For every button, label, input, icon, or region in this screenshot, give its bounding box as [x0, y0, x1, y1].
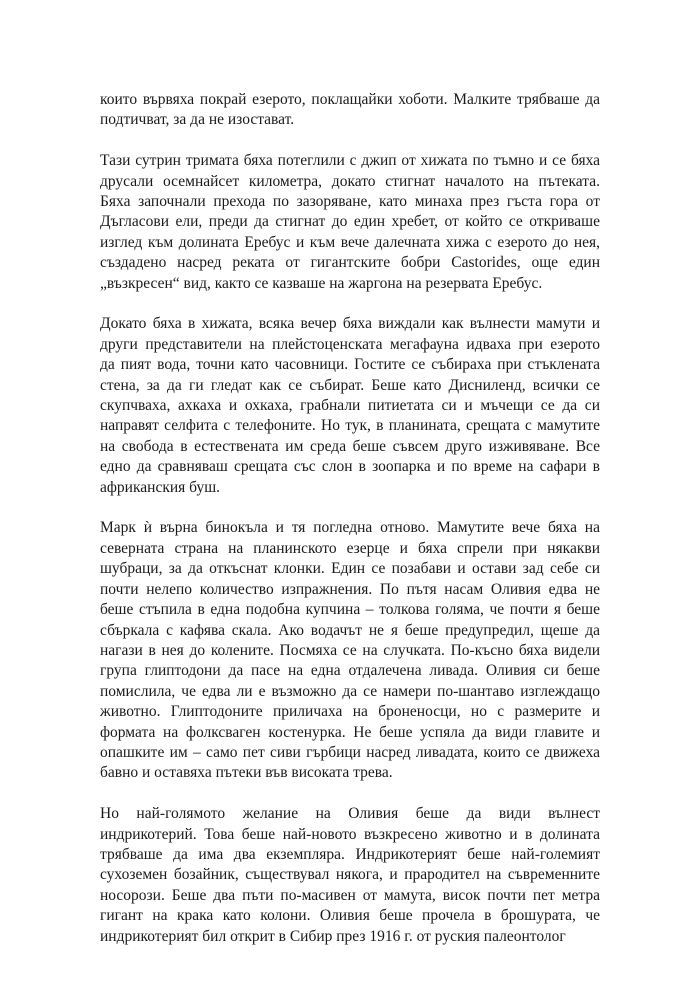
- text-line: беше стъпила в една подобна купчина – толкова голяма, че почти я беше: [100, 601, 600, 619]
- text-line: почти нелепо количество изпражнения. По пътя насам Оливия едва не: [100, 580, 600, 598]
- text-line: носорози. Беше два пъти по-масивен от мамута, висок почти пет метра: [100, 886, 600, 904]
- text-line: Тази сутрин тримата бяха потеглили с джип от хижата по тъмно и се бяха: [100, 152, 600, 170]
- text-line: друсали осемнайсет километра, докато стигнат началото на пътеката.: [100, 172, 600, 190]
- text-line: нагази в нея до колените. Посмяха се на случката. По-късно бяха видели: [100, 641, 600, 659]
- text-line: изглед към долината Еребус и към вече далечната хижа с езерото до нея,: [100, 233, 600, 251]
- text-line: трябваше да има два екземпляра. Индрикотерият беше най-големият: [100, 845, 600, 863]
- text-line: създадено насред реката от гигантските бобри Castorides, още един: [100, 254, 600, 272]
- text-line: сбъркала с кафява скала. Ако водачът не я беше предупредил, щеше да: [100, 621, 600, 639]
- text-line: Дъгласови ели, преди да стигнат до един хребет, от който се откриваше: [100, 213, 600, 231]
- paragraph: [100, 90, 600, 131]
- paragraph: [100, 151, 600, 294]
- paragraph: [100, 518, 600, 783]
- text-line: Бяха започнали прехода по зазоряване, като минаха през гъста гора от: [100, 193, 600, 211]
- text-line: индрикотерий. Това беше най-новото възкресено животно и в долината: [100, 825, 600, 843]
- paragraph: [100, 314, 600, 498]
- text-line: шубраци, за да откъснат клонки. Един се позабави и остави зад себе си: [100, 560, 600, 578]
- text-line: група глиптодони да пасе на една отдалечена ливада. Оливия си беше: [100, 662, 600, 680]
- text-line: Но най-голямото желание на Оливия беше да види вълнест: [100, 805, 600, 823]
- text-line: подтичват, за да не изостават.: [100, 111, 295, 129]
- document-body: [100, 90, 600, 967]
- text-line: Докато бяха в хижата, всяка вечер бяха виждали как вълнести мамути и: [100, 315, 600, 333]
- text-line: помислила, че едва ли е възможно да се намери по-шантаво изглеждащо: [100, 682, 600, 700]
- text-line: направят селфита с телефоните. Но тук, в планината, срещата с мамутите: [100, 417, 600, 435]
- text-line: „възкресен“ вид, както се казваше на жаргона на резервата Еребус.: [100, 274, 543, 292]
- text-line: да пият вода, точни като часовници. Гостите се събираха при стъклената: [100, 356, 600, 374]
- text-line: Марк ѝ върна бинокъла и тя погледна отново. Мамутите вече бяха на: [100, 519, 600, 537]
- text-line: африканския буш.: [100, 478, 221, 496]
- text-line: едно да сравняваш срещата със слон в зоопарка и по време на сафари в: [100, 458, 600, 476]
- text-line: гигант на крака като колони. Оливия беше прочела в брошурата, че: [100, 907, 600, 925]
- text-line: които вървяха покрай езерото, поклащайки хоботи. Малките трябваше да: [100, 91, 600, 108]
- text-line: опашките им – само пет сиви гърбици насред ливадата, които се движеха: [100, 743, 600, 761]
- text-line: сухоземен бозайник, съществувал някога, и прародител на съвременните: [100, 866, 600, 884]
- text-line: на свобода в естествената им среда беше съвсем друго изживяване. Все: [100, 437, 600, 455]
- text-line: стена, за да ги гледат как се събират. Беше като Дисниленд, всички се: [100, 376, 600, 394]
- text-line: скупчваха, ахкаха и охкаха, грабнали питиетата си и мъчещи се да си: [100, 397, 600, 415]
- text-line: индрикотерият бил открит в Сибир през 1916 г. от руския палеонтолог: [100, 927, 566, 945]
- text-line: други представители на плейстоценската мегафауна идваха при езерото: [100, 335, 600, 353]
- text-line: животно. Глиптодоните приличаха на броненосци, но с размерите и: [100, 703, 600, 721]
- text-line: формата на фолксваген костенурка. Не беше успяла да види главите и: [100, 723, 600, 741]
- paragraph: [100, 804, 600, 947]
- text-line: северната страна на планинското езерце и бяха спрели при някакви: [100, 539, 600, 557]
- text-line: бавно и оставяха пътеки във високата трева.: [100, 764, 393, 782]
